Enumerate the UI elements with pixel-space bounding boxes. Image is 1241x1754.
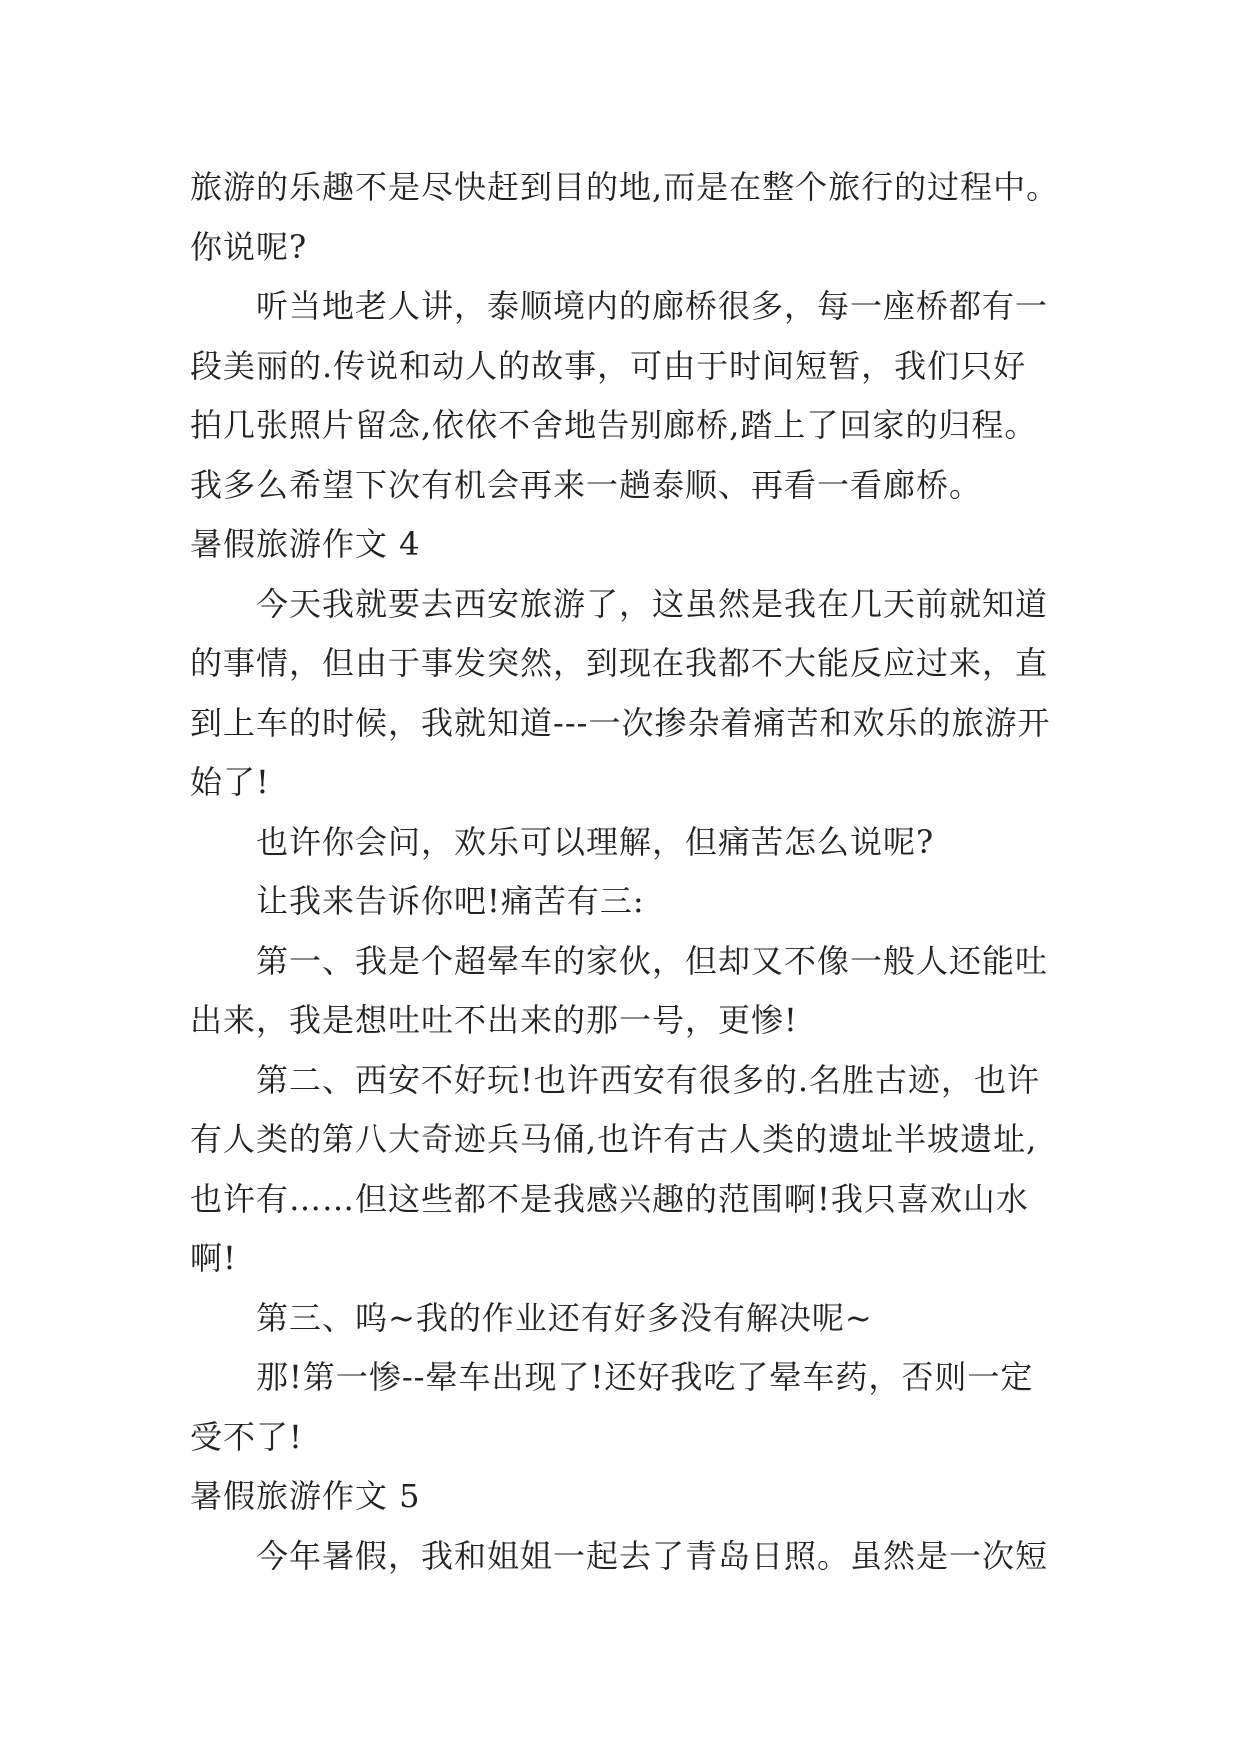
text-line: 出来，我是想吐吐不出来的那一号，更惨!: [190, 1001, 798, 1039]
text-line: 第一、我是个超晕车的家伙，但却又不像一般人还能吐: [256, 941, 1049, 980]
text-line: 受不了!: [190, 1417, 303, 1456]
text-line: 段美丽的.传说和动人的故事，可由于时间短暂，我们只好: [190, 346, 1027, 385]
document-body: [190, 158, 1090, 1586]
text-line: 你说呢?: [190, 227, 308, 266]
text-line: 有人类的第八大奇迹兵马俑,也许有古人类的遗址半坡遗址,: [190, 1120, 1038, 1158]
text-line: 的事情，但由于事发突然，到现在我都不大能反应过来，直: [190, 644, 1049, 682]
text-line: 到上车的时候，我就知道---一次掺杂着痛苦和欢乐的旅游开: [190, 703, 1051, 742]
text-line: 始了!: [190, 763, 270, 801]
text-line: 拍几张照片留念,依依不舍地告别廊桥,踏上了回家的归程。: [190, 406, 1038, 444]
text-line: 那!第一惨--晕车出现了!还好我吃了晕车药，否则一定: [256, 1358, 1034, 1396]
text-line: 听当地老人讲，泰顺境内的廊桥很多，每一座桥都有一: [256, 287, 1049, 325]
text-line: 今年暑假，我和姐姐一起去了青岛日照。虽然是一次短: [256, 1536, 1049, 1575]
text-line: 也许你会问，欢乐可以理解，但痛苦怎么说呢?: [256, 822, 935, 861]
text-line: 让我来告诉你吧!痛苦有三:: [256, 882, 645, 920]
text-line: 啊!: [190, 1239, 237, 1277]
section-heading: 暑假旅游作文 4: [190, 525, 421, 563]
text-line: 第二、西安不好玩!也许西安有很多的.名胜古迹，也许: [256, 1060, 1041, 1099]
text-line: 第三、呜~我的作业还有好多没有解决呢~: [256, 1298, 873, 1337]
section-heading: 暑假旅游作文 5: [190, 1477, 421, 1515]
text-line: 今天我就要去西安旅游了，这虽然是我在几天前就知道: [256, 584, 1049, 623]
text-line: 也许有……但这些都不是我感兴趣的范围啊!我只喜欢山水: [190, 1179, 1029, 1218]
text-line: 旅游的乐趣不是尽快赶到目的地,而是在整个旅行的过程中。: [190, 168, 1060, 206]
text-line: 我多么希望下次有机会再来一趟泰顺、再看一看廊桥。: [190, 465, 983, 504]
